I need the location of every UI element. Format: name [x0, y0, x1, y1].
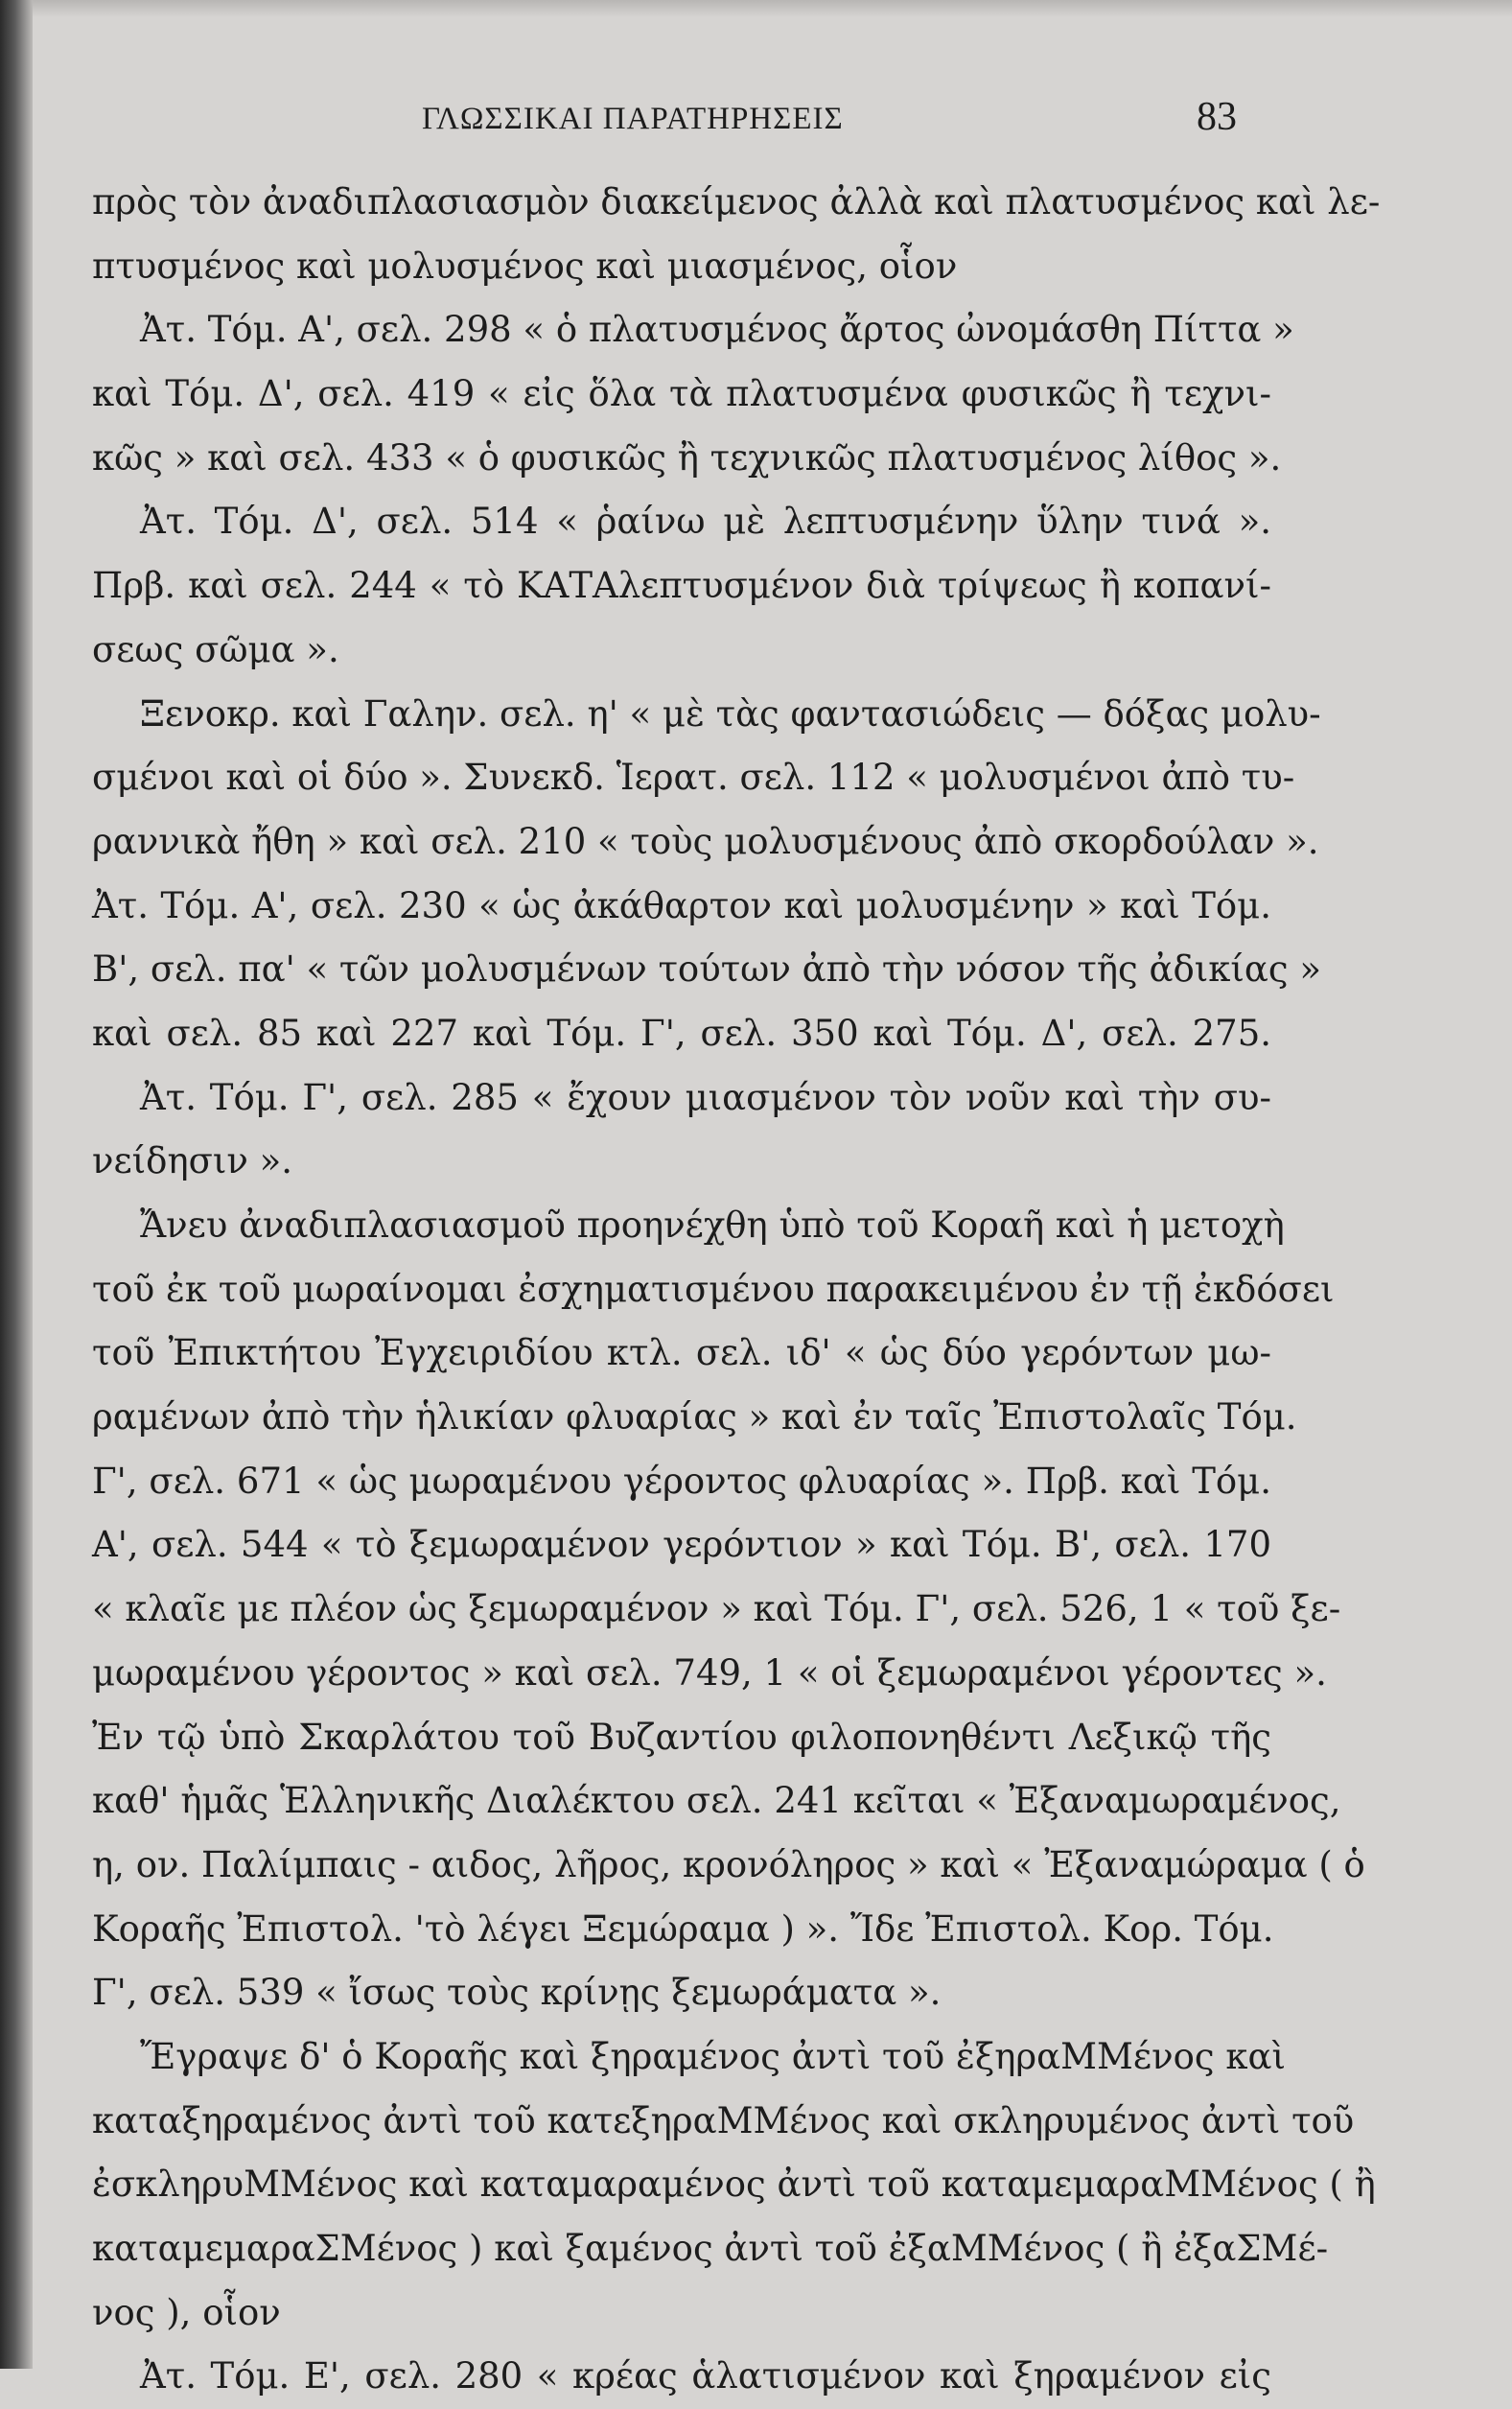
- body-text: [92, 171, 1381, 2409]
- text-line: ραμένων ἀπὸ τὴν ἡλικίαν φλυαρίας » καὶ ἐν ταῖς Ἐπιστολαῖς Τόμ.: [92, 1396, 1297, 1438]
- text-line: Ξενοκρ. καὶ Γαλην. σελ. η' « μὲ τὰς φαντασιώδεις — δόξας μολυ-: [140, 692, 1321, 735]
- page-number: 83: [1197, 95, 1237, 139]
- text-line: Πρβ. καὶ σελ. 244 « τὸ ΚΑΤΑλεπτυσμένον διὰ τρίψεως ἢ κοπανί-: [92, 565, 1271, 607]
- text-line: τοῦ ἐκ τοῦ μωραίνομαι ἐσχηματισμένου παρακειμένου ἐν τῇ ἐκδόσει: [92, 1268, 1335, 1310]
- text-line: Ἀτ. Τόμ. Α', σελ. 230 « ὡς ἀκάθαρτον καὶ μολυσμένην » καὶ Τόμ.: [92, 884, 1271, 926]
- text-line: πτυσμένος καὶ μολυσμένος καὶ μιασμένος, οἷον: [92, 245, 958, 287]
- text-line: « κλαῖε με πλέον ὡς ξεμωραμένον » καὶ Τόμ. Γ', σελ. 526, 1 « τοῦ ξε-: [92, 1588, 1341, 1630]
- text-line: η, ον. Παλίμπαις - αιδος, λῆρος, κρονόληρος » καὶ « Ἐξαναμώραμα ( ὁ: [92, 1843, 1365, 1885]
- text-line: Ἀτ. Τόμ. Α', σελ. 298 « ὁ πλατυσμένος ἄρτος ὠνομάσθη Πίττα »: [140, 309, 1294, 351]
- text-line: καθ' ἡμᾶς Ἑλληνικῆς Διαλέκτου σελ. 241 κεῖται « Ἐξαναμωραμένος,: [92, 1780, 1341, 1822]
- text-line: ραννικὰ ἤθη » καὶ σελ. 210 « τοὺς μολυσμένους ἀπὸ σκορδούλαν ».: [92, 820, 1319, 862]
- page-header: [0, 88, 1512, 146]
- text-line: Γ', σελ. 539 « ἴσως τοὺς κρίνῃς ξεμωράματα ».: [92, 1972, 942, 2014]
- running-title: ΓΛΩΣΣΙΚΑΙ ΠΑΡΑΤΗΡΗΣΕΙΣ: [422, 102, 844, 136]
- text-line: Ἀτ. Τόμ. Δ', σελ. 514 « ῥαίνω μὲ λεπτυσμένην ὕλην τινά ».: [140, 501, 1271, 543]
- text-line: Ἔγραψε δ' ὁ Κοραῆς καὶ ξηραμένος ἀντὶ τοῦ ἐξηραΜΜένος καὶ: [140, 2035, 1286, 2077]
- text-line: Ἀτ. Τόμ. Ε', σελ. 280 « κρέας ἁλατισμένον καὶ ξηραμένον εἰς: [140, 2355, 1271, 2397]
- text-line: σμένοι καὶ οἱ δύο ». Συνεκδ. Ἱερατ. σελ. 112 « μολυσμένοι ἀπὸ τυ-: [92, 757, 1295, 799]
- text-line: ἐσκληρυΜΜένος καὶ καταμαραμένος ἀντὶ τοῦ καταμεμαραΜΜένος ( ἢ: [92, 2163, 1376, 2206]
- text-line: Κοραῆς Ἐπιστολ. 'τὸ λέγει Ξεμώραμα ) ». Ἴδε Ἐπιστολ. Κορ. Τόμ.: [92, 1907, 1274, 1950]
- text-line: σεως σῶμα ».: [92, 628, 339, 670]
- text-line: κῶς » καὶ σελ. 433 « ὁ φυσικῶς ἢ τεχνικῶς πλατυσμένος λίθος ».: [92, 436, 1282, 479]
- text-line: νος ), οἷον: [92, 2291, 281, 2333]
- text-line: καταξηραμένος ἀντὶ τοῦ κατεξηραΜΜένος καὶ σκληρυμένος ἀντὶ τοῦ: [92, 2099, 1355, 2141]
- text-line: μωραμένου γέροντος » καὶ σελ. 749, 1 « οἱ ξεμωραμένοι γέροντες ».: [92, 1651, 1327, 1694]
- page-top-edge: [0, 0, 1512, 17]
- text-line: καὶ Τόμ. Δ', σελ. 419 « εἰς ὅλα τὰ πλατυσμένα φυσικῶς ἢ τεχνι-: [92, 373, 1271, 415]
- text-line: Γ', σελ. 671 « ὡς μωραμένου γέροντος φλυαρίας ». Πρβ. καὶ Τόμ.: [92, 1460, 1271, 1502]
- book-gutter-shadow: [0, 0, 33, 2369]
- text-line: Ἄνευ ἀναδιπλασιασμοῦ προηνέχθη ὑπὸ τοῦ Κοραῆ καὶ ἡ μετοχὴ: [140, 1204, 1285, 1246]
- text-line: νείδησιν ».: [92, 1140, 293, 1182]
- text-line: καὶ σελ. 85 καὶ 227 καὶ Τόμ. Γ', σελ. 350 καὶ Τόμ. Δ', σελ. 275.: [92, 1012, 1271, 1054]
- text-line: Ἀτ. Τόμ. Γ', σελ. 285 « ἔχουν μιασμένον τὸν νοῦν καὶ τὴν συ-: [140, 1076, 1271, 1118]
- text-line: καταμεμαραΣΜένος ) καὶ ξαμένος ἀντὶ τοῦ ἐξαΜΜένος ( ἢ ἐξαΣΜέ-: [92, 2228, 1329, 2269]
- text-line: πρὸς τὸν ἀναδιπλασιασμὸν διακείμενος ἀλλὰ καὶ πλατυσμένος καὶ λε-: [92, 181, 1381, 222]
- text-line: Ἐν τῷ ὑπὸ Σκαρλάτου τοῦ Βυζαντίου φιλοπονηθέντι Λεξικῷ τῆς: [92, 1716, 1271, 1758]
- text-line: τοῦ Ἐπικτήτου Ἐγχειριδίου κτλ. σελ. ιδ' « ὡς δύο γερόντων μω-: [92, 1332, 1271, 1374]
- text-line: Α', σελ. 544 « τὸ ξεμωραμένον γερόντιον » καὶ Τόμ. Β', σελ. 170: [92, 1524, 1271, 1566]
- text-line: Β', σελ. πα' « τῶν μολυσμένων τούτων ἀπὸ τὴν νόσον τῆς ἀδικίας »: [92, 948, 1322, 991]
